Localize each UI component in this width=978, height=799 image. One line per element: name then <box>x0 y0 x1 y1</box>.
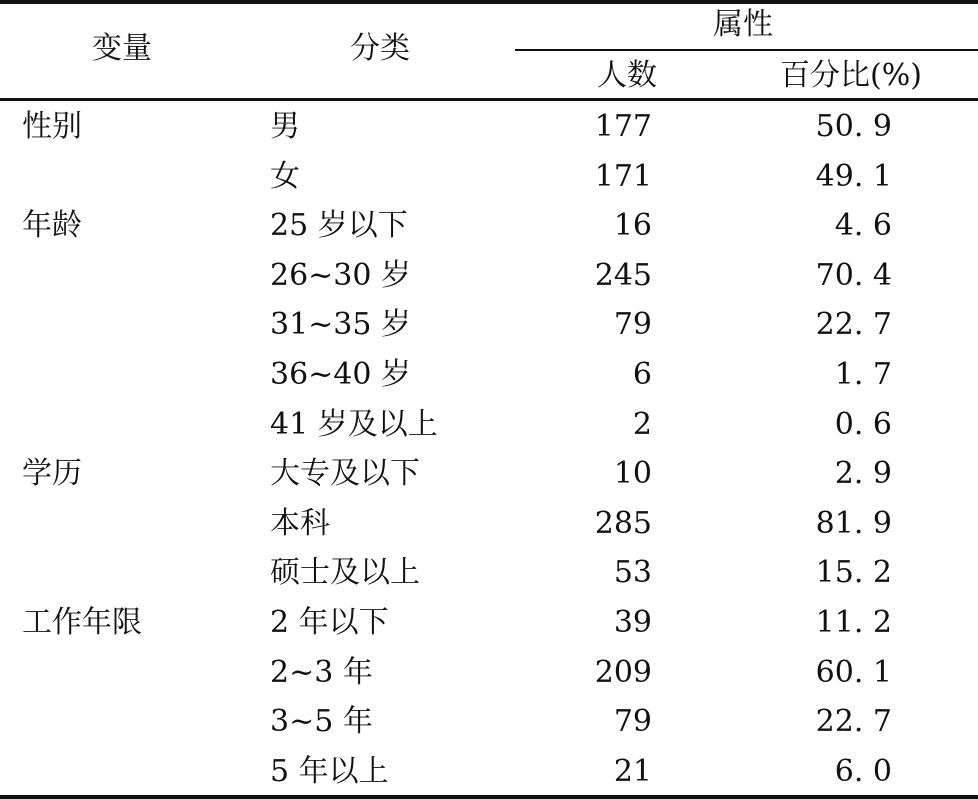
table-row <box>0 300 978 350</box>
row-category: 31~35 岁 <box>270 307 412 343</box>
row-variable: 年龄 <box>22 208 82 244</box>
attribute-span-rule <box>515 49 978 51</box>
table-row <box>0 697 978 747</box>
row-count: 177 <box>594 109 652 144</box>
row-variable: 工作年限 <box>22 605 142 640</box>
row-category: 大专及以下 <box>270 456 420 492</box>
table-row <box>0 400 978 450</box>
row-percent: 60. 1 <box>815 654 892 690</box>
row-category: 女 <box>270 158 300 194</box>
row-category: 3~5 年 <box>270 704 373 740</box>
row-count: 2 <box>632 406 652 442</box>
table-row <box>0 648 978 698</box>
row-percent: 70. 4 <box>815 257 892 293</box>
header-count: 人数 <box>597 58 657 93</box>
row-count: 209 <box>594 654 652 690</box>
row-variable: 性别 <box>22 109 82 144</box>
header-variable: 变量 <box>92 31 152 66</box>
row-percent: 2. 9 <box>834 456 892 492</box>
header-category: 分类 <box>350 31 410 66</box>
row-percent: 0. 6 <box>834 406 892 442</box>
row-percent: 49. 1 <box>815 158 892 194</box>
row-count: 6 <box>632 357 652 392</box>
row-variable: 学历 <box>22 456 82 492</box>
row-category: 26~30 岁 <box>270 257 412 293</box>
row-category: 36~40 岁 <box>270 357 412 392</box>
row-count: 53 <box>613 555 652 591</box>
row-count: 285 <box>594 505 652 541</box>
table-bottom-rule <box>0 795 978 799</box>
row-count: 171 <box>594 158 652 194</box>
row-count: 16 <box>613 208 652 244</box>
table-row <box>0 449 978 499</box>
row-category: 41 岁及以上 <box>270 406 438 442</box>
row-category: 本科 <box>270 505 330 541</box>
header-attribute: 属性 <box>713 7 773 42</box>
table-header-rule <box>0 98 978 101</box>
row-percent: 4. 6 <box>834 208 892 244</box>
header-percent: 百分比(%) <box>780 58 922 93</box>
table-row <box>0 499 978 549</box>
row-count: 79 <box>613 307 652 343</box>
row-percent: 22. 7 <box>815 307 892 343</box>
row-count: 39 <box>613 605 652 640</box>
row-count: 21 <box>613 753 652 789</box>
table-row <box>0 747 978 797</box>
row-category: 5 年以上 <box>270 753 389 789</box>
row-percent: 6. 0 <box>834 753 892 789</box>
table-row <box>0 201 978 251</box>
table-top-rule <box>0 0 978 4</box>
row-count: 10 <box>613 456 652 492</box>
row-category: 硕士及以上 <box>270 555 420 591</box>
table-row <box>0 102 978 152</box>
table-row <box>0 350 978 400</box>
table-row <box>0 251 978 301</box>
row-percent: 1. 7 <box>834 357 892 392</box>
row-percent: 22. 7 <box>815 704 892 740</box>
table-row <box>0 152 978 202</box>
row-category: 2~3 年 <box>270 654 373 690</box>
row-percent: 50. 9 <box>815 109 892 144</box>
row-count: 79 <box>613 704 652 740</box>
row-percent: 11. 2 <box>815 605 892 640</box>
row-category: 2 年以下 <box>270 605 389 640</box>
row-category: 25 岁以下 <box>270 208 408 244</box>
row-category: 男 <box>270 109 300 144</box>
table-row <box>0 548 978 598</box>
row-count: 245 <box>594 257 652 293</box>
row-percent: 81. 9 <box>815 505 892 541</box>
row-percent: 15. 2 <box>815 555 892 591</box>
table-row <box>0 598 978 648</box>
